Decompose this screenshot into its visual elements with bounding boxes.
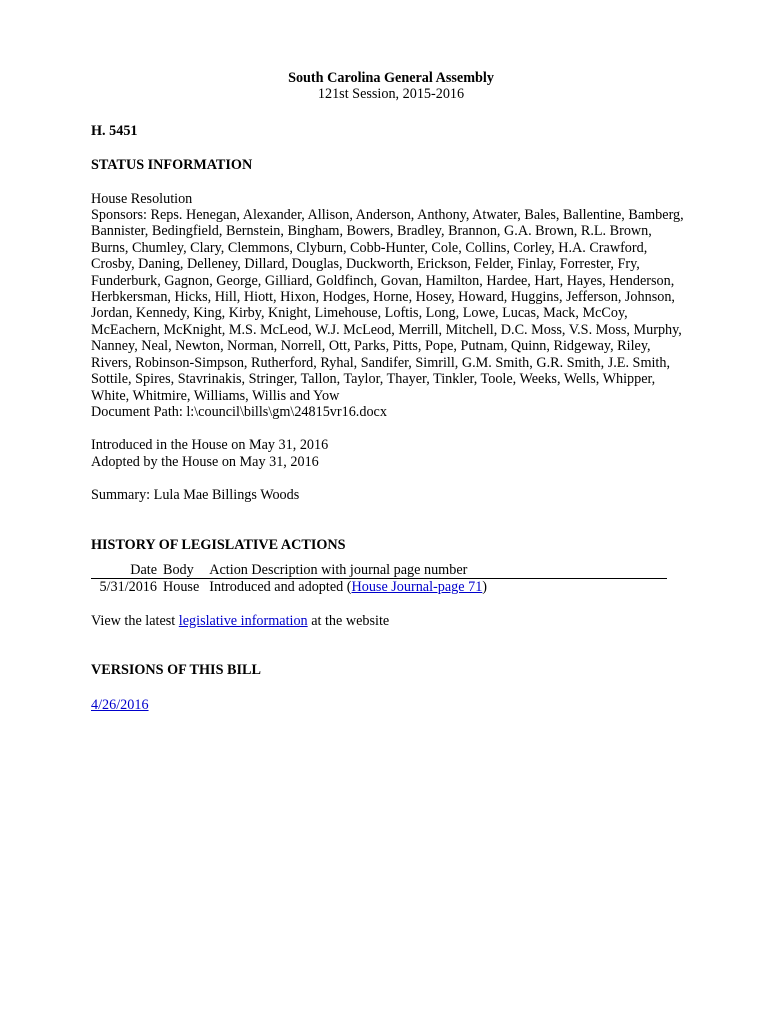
legislative-information-link[interactable]: legislative information (178, 612, 308, 629)
summary: Summary: Lula Mae Billings Woods (91, 487, 300, 504)
view-latest-prefix: View the latest (91, 612, 179, 629)
history-table (91, 562, 667, 596)
document-page (91, 70, 691, 713)
document-path: Document Path: l:\council\bills\gm\24815vr16.docx (91, 403, 387, 420)
versions-heading: VERSIONS OF THIS BILL (91, 662, 261, 679)
resolution-type: House Resolution (91, 190, 193, 207)
assembly-title: South Carolina General Assembly (288, 70, 494, 86)
house-journal-link[interactable]: House Journal-page 71 (351, 579, 483, 596)
row-body: House (163, 579, 200, 596)
row-action-prefix: Introduced and adopted ( (209, 579, 352, 596)
table-row (91, 579, 667, 596)
status-heading: STATUS INFORMATION (91, 157, 253, 174)
introduced-date: Introduced in the House on May 31, 2016 (91, 437, 329, 454)
view-latest-line (91, 613, 691, 629)
view-latest-suffix: at the website (307, 612, 390, 629)
history-heading: HISTORY OF LEGISLATIVE ACTIONS (91, 536, 346, 553)
version-link[interactable]: 4/26/2016 (91, 696, 149, 713)
session-subtitle: 121st Session, 2015-2016 (317, 86, 465, 103)
row-date: 5/31/2016 (99, 579, 157, 596)
column-header-body: Body (163, 562, 209, 579)
sponsors-list: Sponsors: Reps. Henegan, Alexander, Allison, Anderson, Anthony, Atwater, Bales, Ballentine, Bamberg, Bannister, Bedingfield, Bernstein, Bingham, Bowers, Bradley, Brannon, G.A. Brown, R.L. Brown, Burns, Chumley, Clary, Clemmons, Clyburn, Cobb-Hunter, Cole, Collins, Corley, H.A. Crawford, Crosby, Daning, Delleney, Dillard, Douglas, Duckworth, Erickson, Felder, Finlay, Forrester, Fry, Funderburk, Gagnon, George, Gilliard, Goldfinch, Govan, Hamilton, Hardee, Hart, Hayes, Henderson, Herbkersman, Hicks, Hill, Hiott, Hixon, Hodges, Horne, Hosey, Howard, Huggins, Jefferson, Johnson, Jordan, Kennedy, King, Kirby, Knight, Limehouse, Loftis, Long, Lowe, Lucas, Mack, McCoy, McEachern, McKnight, M.S. McLeod, W.J. McLeod, Merrill, Mitchell, D.C. Moss, V.S. Moss, Murphy, Nanney, Neal, Newton, Norman, Norrell, Ott, Parks, Pitts, Pope, Putnam, Quinn, Ridgeway, Riley, Rivers, Robinson-Simpson, Rutherford, Ryhal, Sandifer, Simrill, G.M. Smith, G.R. Smith, J.E. Smith, Sottile, Spires, Stavrinakis, Stringer, Tallon, Taylor, Thayer, Tinkler, Toole, Weeks, Wells, Whipper, White, Whitmire, Williams, Willis and Yow (91, 207, 684, 404)
history-table-header (91, 562, 667, 579)
bill-number: H. 5451 (91, 122, 138, 139)
row-action-suffix: ) (482, 579, 488, 596)
column-header-date: Date (91, 562, 163, 579)
adopted-date: Adopted by the House on May 31, 2016 (91, 453, 319, 470)
row-action (209, 579, 667, 596)
column-header-action: Action Description with journal page number (209, 562, 667, 579)
